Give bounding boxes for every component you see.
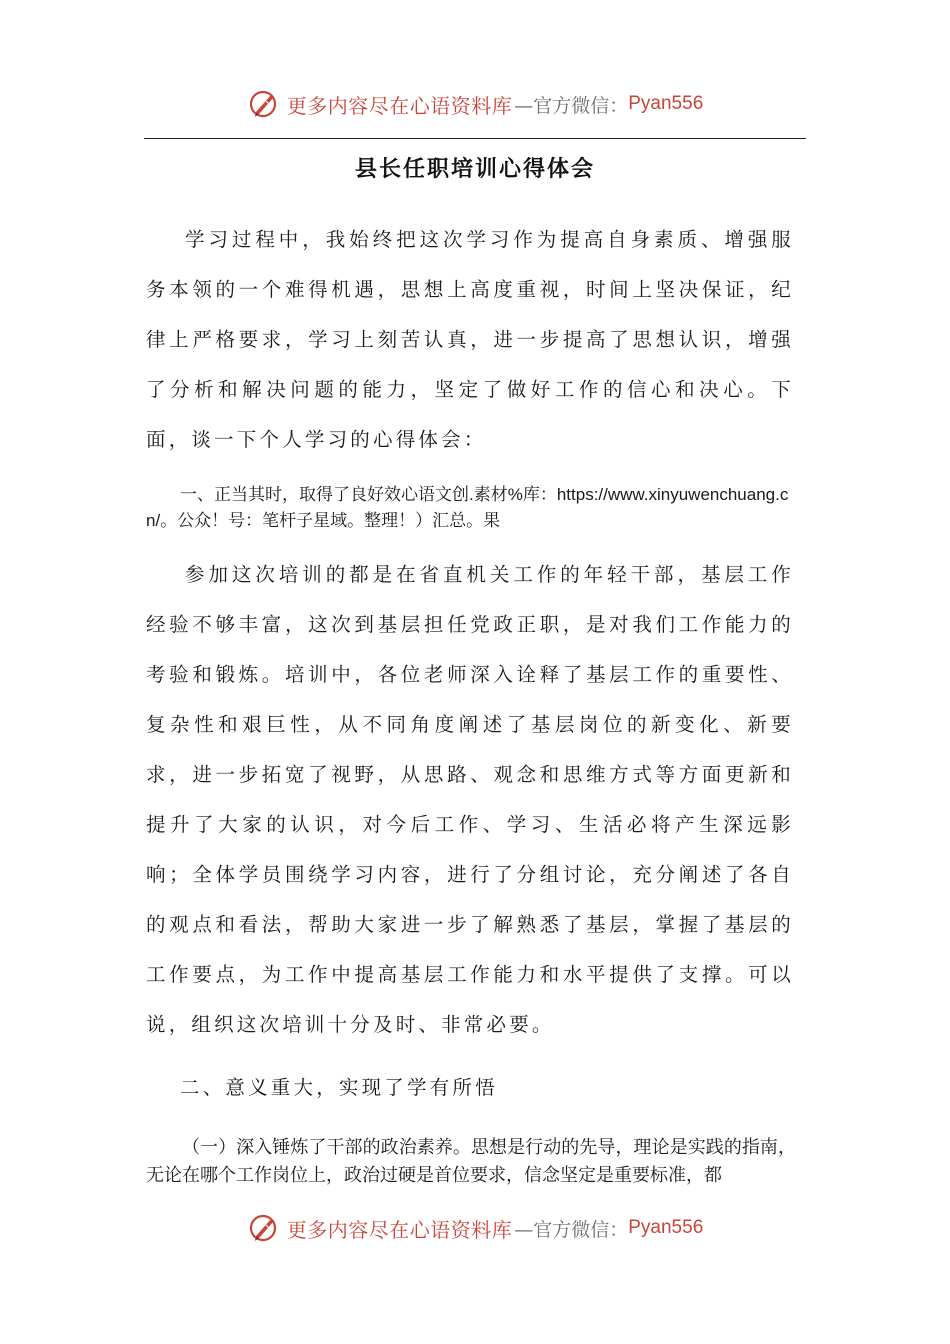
banner-sub-text: —官方微信： xyxy=(514,1218,629,1241)
paragraph-training: 参加这次培训的都是在省直机关工作的年轻干部，基层工作经验不够丰富，这次到基层担任党政正职，是对我们工作能力的考验和锻炼。培训中，各位老师深入诠释了基层工作的重要性、复杂性和艰巨性，从不同角度阐述了基层岗位的新变化、新要求，进一步拓宽了视野，从思路、观念和思维方式等方面更新和提升了大家的认识，对今后工作、学习、生活必将产生深远影响；全体学员围绕学习内容，进行了分组讨论，充分阐述了各自的观点和看法，帮助大家进一步了解熟悉了基层，掌握了基层的工作要点，为工作中提高基层工作能力和水平提供了支撑。可以说，组织这次培训十分及时、非常必要。 xyxy=(146,563,794,1036)
banner-wechat-id: Pyan556 xyxy=(628,93,704,114)
quill-logo-icon xyxy=(247,87,281,121)
section-heading-1: 一、正当其时，取得了良好效心语文创.素材%库：https://www.xinyuwenchuang.cn/。公众！号：笔杆子星域。整理！）汇总。果 xyxy=(146,485,789,530)
header-banner xyxy=(0,84,950,124)
paragraph-intro: 学习过程中，我始终把这次学习作为提高自身素质、增强服务本领的一个难得机遇，思想上高度重视，时间上坚决保证，纪律上严格要求，学习上刻苦认真，进一步提高了思想认识，增强了分析和解决问题的能力，坚定了做好工作的信心和决心。下面，谈一下个人学习的心得体会： xyxy=(146,228,794,451)
banner-main-text: 更多内容尽在心语资料库 xyxy=(286,93,513,118)
quill-logo-icon xyxy=(247,1211,281,1245)
banner-wechat-id: Pyan556 xyxy=(628,1217,704,1238)
header-divider xyxy=(144,138,806,139)
banner-sub-text: —官方微信： xyxy=(514,94,629,117)
subsection-1: （一）深入锤炼了干部的政治素养。思想是行动的先导，理论是实践的指南，无论在哪个工作岗位上，政治过硬是首位要求，信念坚定是重要标准，都 xyxy=(146,1137,796,1185)
document-title: 县长任职培训心得体会 xyxy=(354,156,595,182)
footer-banner xyxy=(0,1208,950,1248)
section-heading-2: 二、意义重大，实现了学有所悟 xyxy=(180,1076,498,1099)
banner-main-text: 更多内容尽在心语资料库 xyxy=(286,1217,513,1242)
